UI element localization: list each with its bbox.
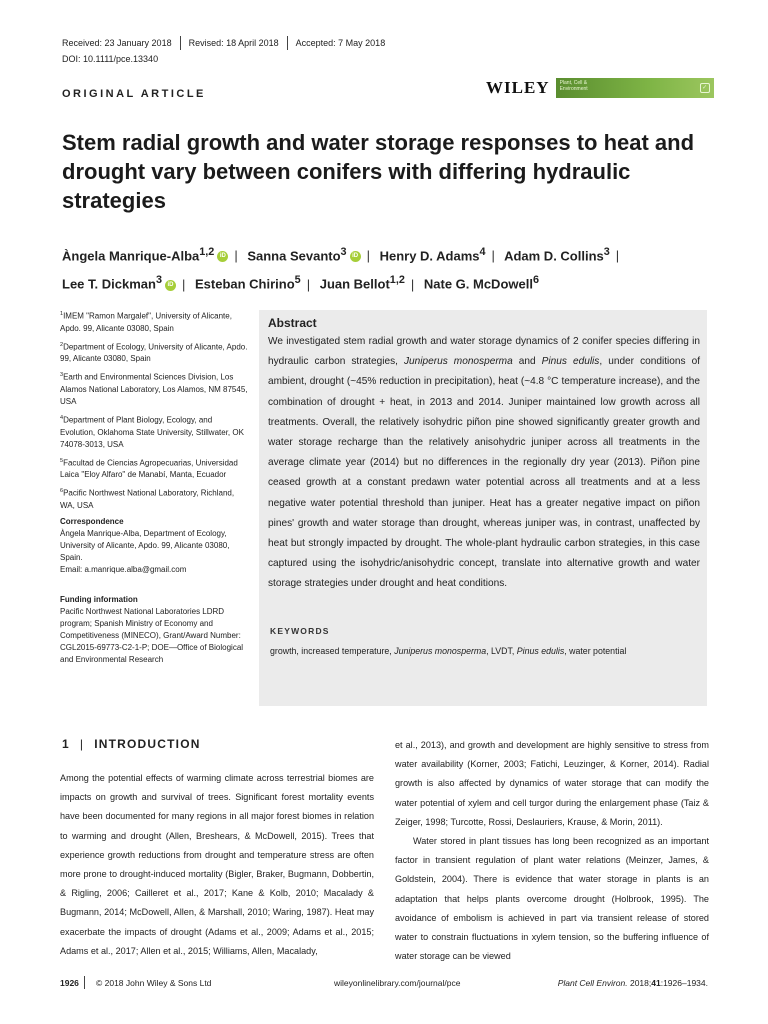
- author-name[interactable]: Sanna Sevanto: [247, 248, 341, 264]
- wiley-logo: WILEY: [486, 78, 550, 97]
- accepted-date: Accepted: 7 May 2018: [295, 38, 386, 48]
- correspondence-email[interactable]: Email: a.manrique.alba@gmail.com: [60, 564, 187, 574]
- author-name[interactable]: Juan Bellot: [319, 276, 390, 292]
- intro-paragraph: et al., 2013), and growth and development are highly sensitive to stress from water availability (Korner, 2003; Fatichi, Leuzinger, & Korner, 2014). Radial growth is also affected by dynamics of water storage that can modify the water potential of xylem and cell turgor during the enlargement phase (Taiz & Zeiger, 1998; Turcotte, Rossi, Deslauriers, Krause, & Morin, 2011).: [395, 740, 709, 827]
- author-name[interactable]: Esteban Chirino: [194, 276, 295, 292]
- abstract-part: , under conditions of ambient, drought (~45% reduction in precipitation), heat (~4.8 °C temperature increase), and the combination of drought + heat, in 2013 and 2014. Juniper maintained low growth across all treatments. Overall, the relatively isohydric piñon pine showed significantly greater growth and water storage recharge than the relatively anisohydric juniper across all treatments in the average climate year (2014) but no differences in the regionally dry year (2013). Piñon pine ceased growth at a constant predawn water potential across all treatments and at a less negative water potential threshold than juniper. Heat has a greater negative impact on piñon pines' growth and water storage than drought, whereas juniper was, in contrast, unaffected by heat but strongly impacted by drought. The whole-plant hydraulic carbon strategies, in this case captured using the isohydric/anisohydric concept, translate into alternative growth and water storage strategies under drought and heat conditions.: [268, 356, 701, 590]
- abstract-text: [268, 332, 700, 595]
- publisher-banner: [486, 78, 714, 98]
- section-number: 1: [62, 737, 70, 751]
- journal-badge-text: Plant, Cell & Environment: [559, 80, 588, 92]
- affiliation-number: 2: [60, 341, 64, 348]
- citation-year: 2018;: [627, 978, 652, 988]
- affiliation: [60, 455, 248, 482]
- date-divider: [180, 36, 181, 50]
- author-affil-sup: 5: [294, 274, 301, 287]
- affiliation: [60, 485, 248, 512]
- affiliation-number: 1: [60, 311, 64, 317]
- affiliations-sidebar: [60, 308, 248, 684]
- keyword-text: growth, increased temperature,: [270, 646, 395, 656]
- author-divider: |: [306, 276, 311, 292]
- correspondence-heading: Correspondence: [60, 516, 124, 526]
- citation-pages: :1926–1934.: [660, 978, 708, 988]
- author-affil-sup: 3: [155, 274, 162, 287]
- author-affil-sup: 6: [532, 274, 539, 287]
- keywords-list: [270, 646, 626, 656]
- author-name[interactable]: Lee T. Dickman: [62, 276, 156, 292]
- author-affil-sup: 3: [603, 246, 610, 258]
- footer-divider: [84, 976, 85, 989]
- citation-volume: 41: [651, 978, 661, 988]
- section-heading-introduction: [62, 737, 201, 751]
- journal-url-link[interactable]: wileyonlinelibrary.com/journal/pce: [334, 978, 461, 988]
- keyword-species: Juniperus monosperma: [394, 646, 487, 656]
- affiliation: [60, 339, 248, 366]
- affiliation-text: IMEM "Ramon Margalef", University of Alicante, Apdo. 99, Alicante 03080, Spain: [60, 311, 232, 333]
- species-name: Juniperus monosperma: [403, 356, 513, 368]
- author-name[interactable]: Adam D. Collins: [504, 248, 604, 264]
- date-divider: [287, 36, 288, 50]
- funding-text: Pacific Northwest National Laboratories LDRD program; Spanish Ministry of Economy and Competitiveness (MINECO), Grant/Award Number: CGL2015-69773-C2-1-P; DOE—Office of Biological and Environmental Research: [60, 606, 244, 664]
- funding-heading: Funding information: [60, 594, 138, 604]
- author-divider: |: [615, 248, 620, 264]
- author-name[interactable]: Henry D. Adams: [379, 248, 480, 264]
- correspondence-text: Àngela Manrique-Alba, Department of Ecology, University of Alicante, Apdo. 99, Alicante 03080, Spain.: [60, 528, 230, 562]
- author-list: [62, 240, 722, 297]
- keyword-text: , LVDT,: [486, 646, 517, 656]
- orcid-icon[interactable]: iD: [165, 280, 176, 291]
- author-name[interactable]: Àngela Manrique-Alba: [62, 248, 200, 264]
- orcid-icon[interactable]: iD: [217, 251, 228, 262]
- section-title: INTRODUCTION: [94, 737, 201, 751]
- author-divider: |: [181, 276, 186, 292]
- author-divider: |: [491, 248, 495, 264]
- abstract-part: and: [512, 356, 542, 368]
- revised-date: Revised: 18 April 2018: [188, 38, 279, 48]
- author-affil-sup: 4: [479, 246, 486, 258]
- affiliation-text: Department of Ecology, University of Alicante, Apdo. 99, Alicante 03080, Spain: [60, 342, 248, 364]
- affiliation-text: Facultad de Ciencias Agropecuarias, Universidad Laica "Eloy Alfaro" de Manabí, Manta, Ecuador: [60, 458, 238, 480]
- abstract-heading: Abstract: [268, 316, 317, 330]
- keywords-heading: KEYWORDS: [270, 626, 330, 636]
- affiliation-number: 5: [60, 457, 64, 464]
- author-divider: |: [410, 276, 415, 292]
- affiliation-number: 6: [60, 488, 64, 495]
- journal-citation: [558, 978, 708, 988]
- author-divider: |: [234, 248, 238, 264]
- intro-paragraph-left: Among the potential effects of warming climate across terrestrial biomes are impacts on growth and survival of trees. Significant forest mortality events have been documented for many regions in all major forest biomes in relation to warming and drought (Allen, Breshears, & McDowell, 2015). Trees that experience growth reductions from drought and temperature stress are often more prone to drought-induced mortality (Bigler, Braker, Bugmann, Dobbertin, & Rigling, 2006; Cailleret et al., 2017; Kane & Kolb, 2010; Macalady & Bugmann, 2014; McDowell, Allen, & Marshall, 2010; Waring, 1987). Heat may exacerbate the impacts of drought (Adams et al., 2009; Adams et al., 2015; Adams et al., 2017; Allen et al., 2015; Williams, Allen, Macalady,: [60, 773, 374, 956]
- affiliation-number: 4: [60, 414, 64, 421]
- abstract-part: We investigated stem radial growth and water storage dynamics of 2 conifer species differing in hydraulic carbon strategies,: [268, 336, 700, 368]
- affiliation-text: Pacific Northwest National Laboratory, Richland, WA, USA: [60, 488, 235, 510]
- affiliation-text: Department of Plant Biology, Ecology, and Evolution, Oklahoma State University, Stillwater, OK 74078-3013, USA: [60, 415, 244, 449]
- journal-banner: [556, 78, 714, 98]
- keyword-text: , water potential: [564, 646, 627, 656]
- author-divider: |: [366, 248, 370, 264]
- author-affil-sup: 3: [340, 246, 347, 258]
- author-affil-sup: 1,2: [389, 274, 405, 287]
- affiliation: [60, 412, 248, 451]
- affiliation: [60, 369, 248, 408]
- page-number: 1926: [60, 978, 79, 988]
- received-date: Received: 23 January 2018: [62, 38, 172, 48]
- section-divider: |: [79, 737, 85, 751]
- affiliation-text: Earth and Environmental Sciences Division, Los Alamos National Laboratory, Los Alamos, NM 87545, USA: [60, 372, 248, 406]
- correspondence-block: [60, 516, 248, 576]
- doi-link[interactable]: DOI: 10.1111/pce.13340: [62, 54, 159, 64]
- author-affil-sup: 1,2: [199, 246, 215, 258]
- orcid-icon[interactable]: iD: [350, 251, 361, 262]
- affiliation: [60, 308, 248, 335]
- species-name: Pinus edulis: [541, 356, 600, 368]
- author-name[interactable]: Nate G. McDowell: [423, 276, 533, 292]
- keyword-species: Pinus edulis: [516, 646, 565, 656]
- open-access-icon: ✓: [700, 83, 710, 93]
- funding-block: [60, 594, 248, 666]
- article-title: Stem radial growth and water storage responses to heat and drought vary between conifers with differing hydraulic strategies: [62, 130, 695, 213]
- publication-dates: [62, 36, 385, 50]
- article-type: ORIGINAL ARTICLE: [62, 88, 206, 100]
- intro-column-right: [395, 736, 709, 966]
- intro-paragraph: Water stored in plant tissues has long been recognized as an important factor in transient regulation of plant water relations (Meinzer, James, & Goldstein, 2004). There is evidence that water storage in plants is an adaptation that helps plants overcome drought (Holbrook, 1995). The avoidance of embolism is achieved in part via transient release of stored water to constrain fluctuations in xylem tension, so the buffering influence of water storage can be viewed: [395, 836, 709, 962]
- copyright-text: © 2018 John Wiley & Sons Ltd: [96, 978, 212, 988]
- journal-abbrev: Plant Cell Environ.: [557, 978, 628, 988]
- affiliation-number: 3: [60, 372, 64, 379]
